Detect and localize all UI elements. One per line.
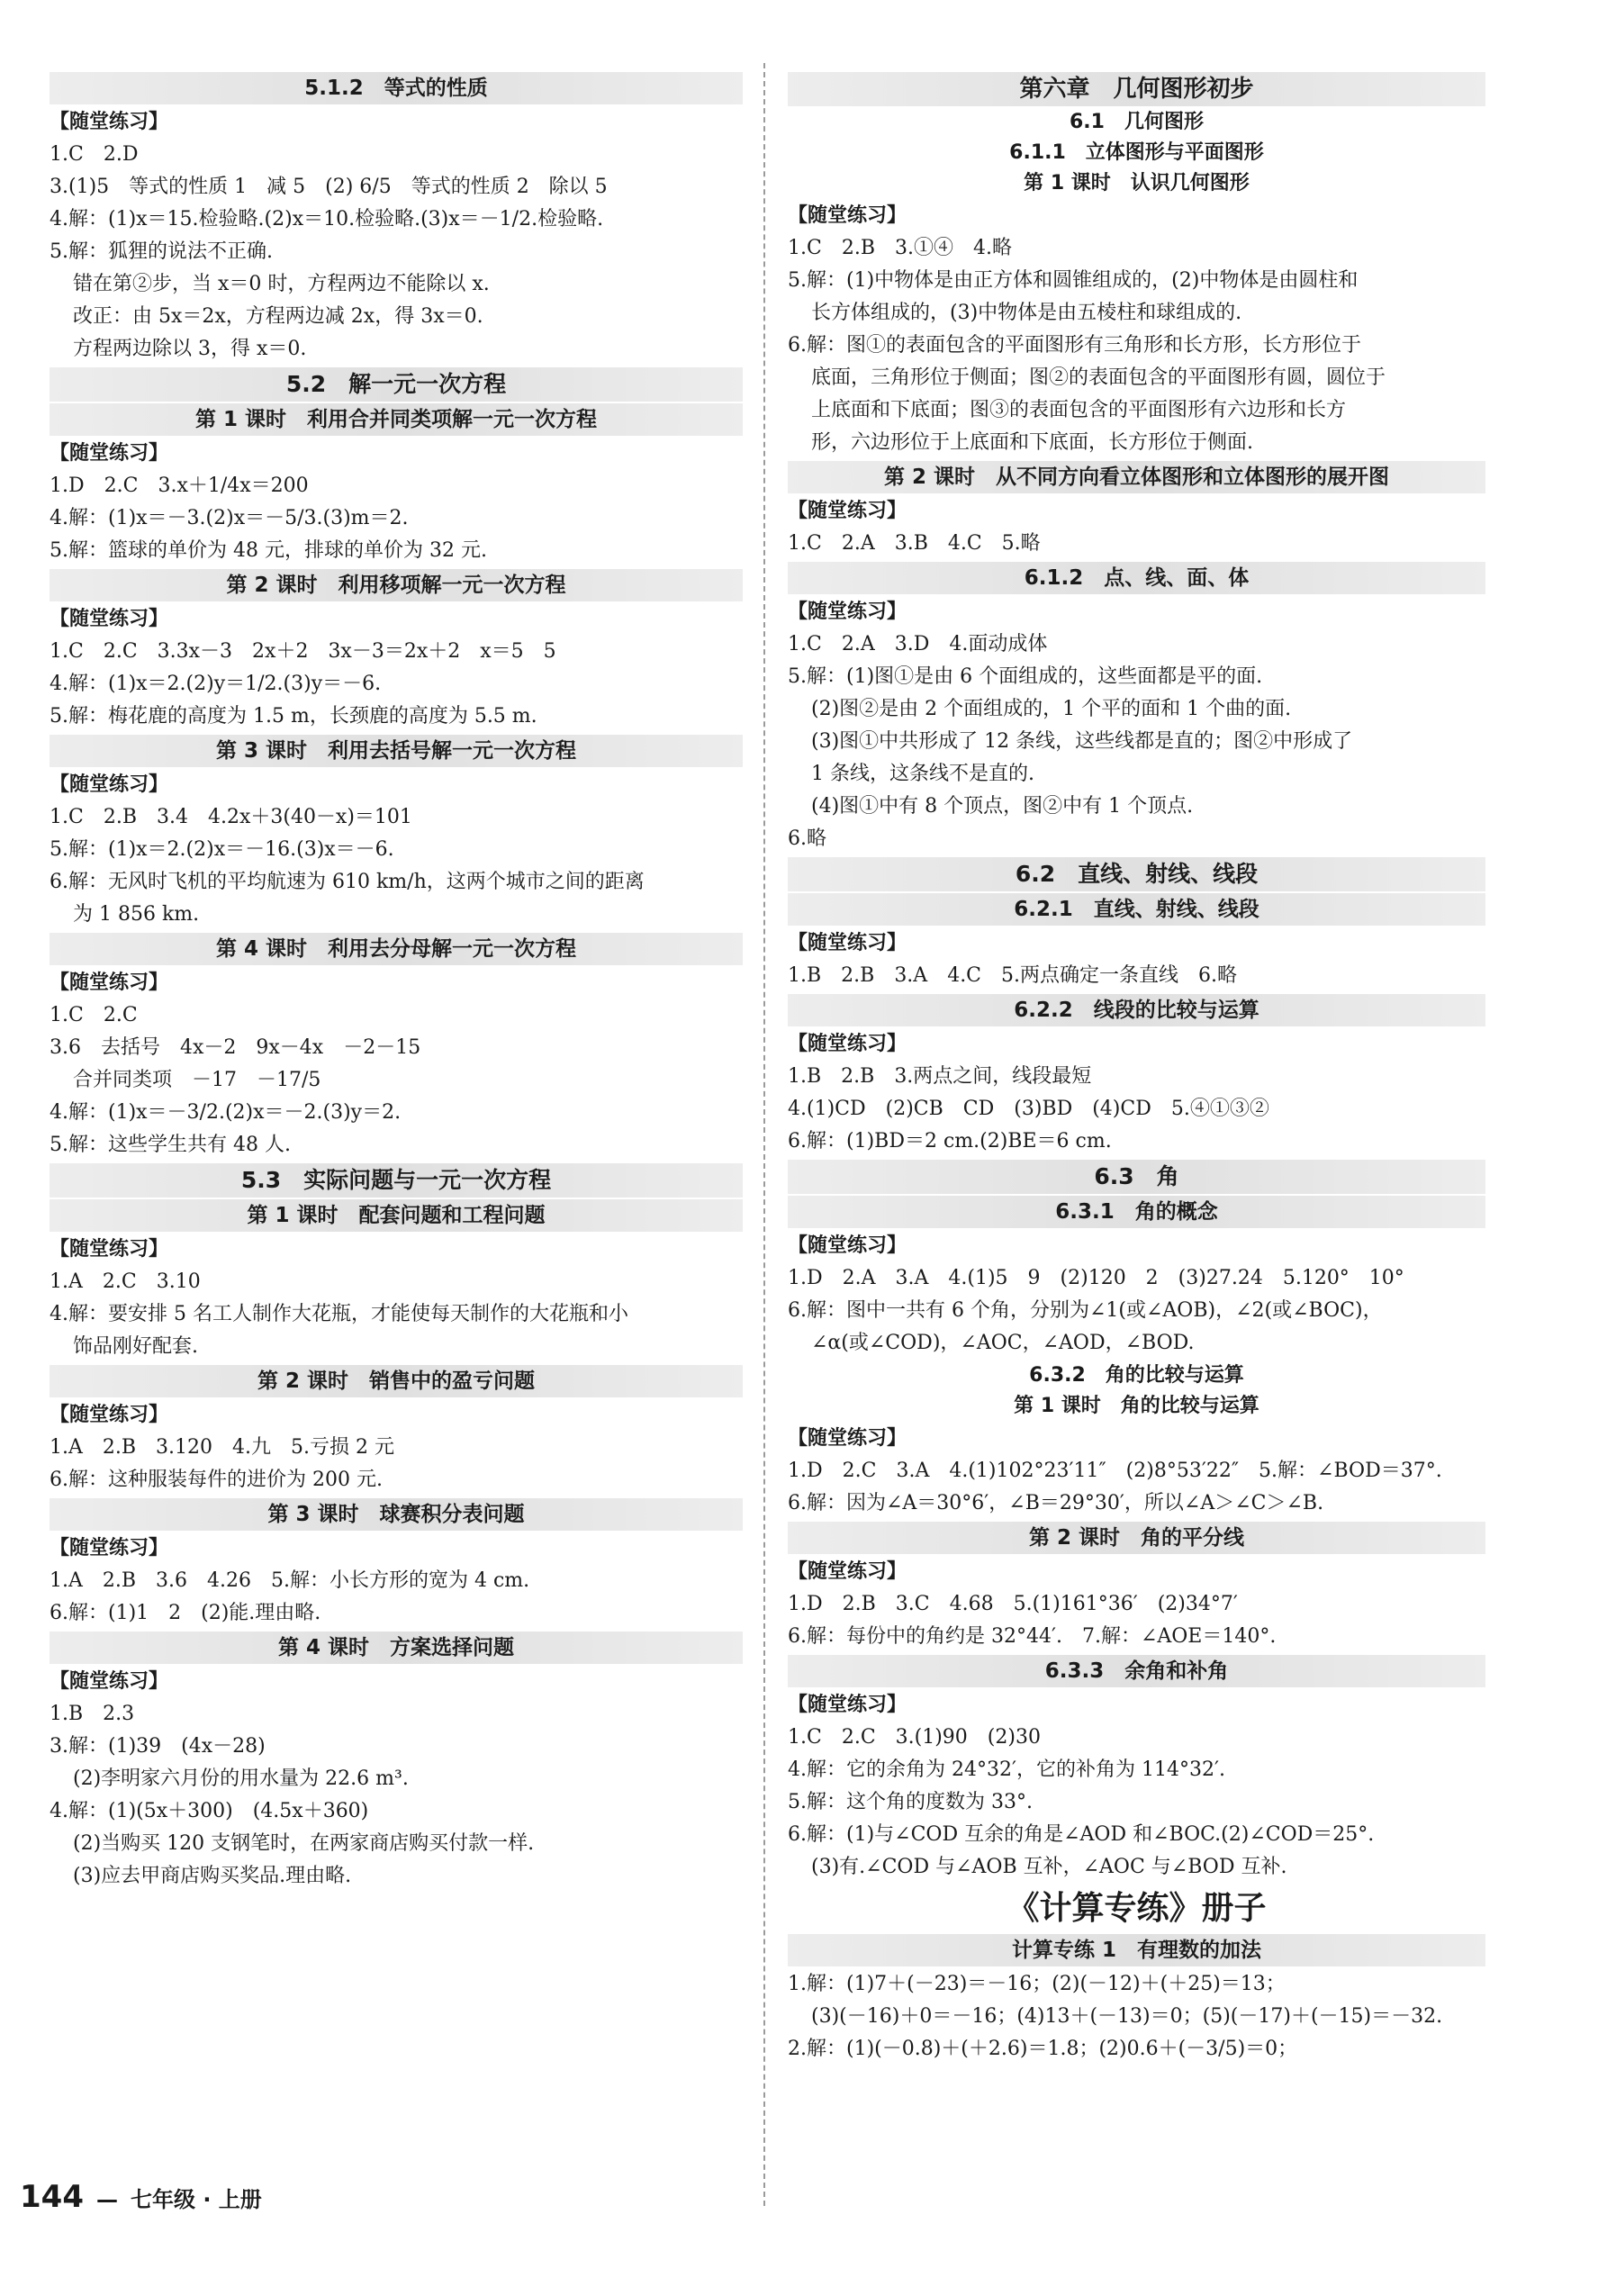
answer-line: 4.解：要安排 5 名工人制作大花瓶，才能使每天制作的大花瓶和小	[50, 1303, 628, 1325]
answer-line: 5.解：(1)图①是由 6 个面组成的，这些面都是平的面.	[788, 665, 1263, 688]
exercise-tag: 【随堂练习】	[788, 1033, 907, 1055]
exercise-tag: 【随堂练习】	[50, 773, 169, 796]
section-heading: 第 2 课时 利用移项解一元一次方程	[50, 569, 743, 601]
answer-line: 1.C 2.A 3.D 4.面动成体	[788, 633, 1048, 655]
section-heading: 第 2 课时 角的平分线	[788, 1522, 1485, 1554]
answer-line: 1.D 2.C 3.A 4.(1)102°23′11″ (2)8°53′22″ 5.解：∠BOD＝37°.	[788, 1460, 1442, 1482]
answer-line: 1.解：(1)7＋(－23)＝－16；(2)(－12)＋(＋25)＝13；	[788, 1973, 1286, 1995]
answer-line: 4.解：(1)x＝2.(2)y＝1/2.(3)y＝－6.	[50, 673, 382, 695]
section-heading: 6.2 直线、射线、线段	[788, 857, 1485, 891]
answer-line: 5.解：狐狸的说法不正确.	[50, 240, 273, 263]
answer-line-continued: (3)(－16)＋0＝－16；(4)13＋(－13)＝0；(5)(－17)＋(－15)＝－32.	[811, 2005, 1443, 2028]
answer-line: 1.B 2.B 3.两点之间，线段最短	[788, 1065, 1092, 1088]
answer-line: 6.解：无风时飞机的平均航速为 610 km/h，这两个城市之间的距离	[50, 871, 645, 893]
answer-line: 4.解：(1)(5x＋300) (4.5x＋360)	[50, 1800, 369, 1822]
exercise-tag: 【随堂练习】	[788, 204, 907, 227]
section-heading: 第 4 课时 方案选择问题	[50, 1632, 743, 1664]
answer-line: 5.解：梅花鹿的高度为 1.5 m，长颈鹿的高度为 5.5 m.	[50, 705, 537, 728]
section-heading: 6.1.2 点、线、面、体	[788, 562, 1485, 594]
answer-line: 2.解：(1)(－0.8)＋(＋2.6)＝1.8；(2)0.6＋(－3/5)＝0；	[788, 2038, 1298, 2060]
answer-line: 4.解：(1)x＝－3/2.(2)x＝－2.(3)y＝2.	[50, 1101, 402, 1124]
answer-line-continued: 上底面和下底面；图③的表面包含的平面图形有六边形和长方	[811, 399, 1347, 421]
answer-line: 1.C 2.C 3.3x－3 2x＋2 3x－3＝2x＋2 x＝5 5	[50, 640, 556, 663]
answer-line-continued: (2)当购买 120 支钢笔时，在两家商店购买付款一样.	[73, 1832, 535, 1855]
exercise-tag: 【随堂练习】	[50, 608, 169, 630]
exercise-tag: 【随堂练习】	[50, 1670, 169, 1693]
exercise-tag: 【随堂练习】	[788, 1427, 907, 1450]
answer-line: 6.略	[788, 827, 826, 850]
answer-line: 1.B 2.3	[50, 1703, 135, 1725]
answer-line: 1.B 2.B 3.A 4.C 5.两点确定一条直线 6.略	[788, 964, 1237, 987]
exercise-tag: 【随堂练习】	[788, 1694, 907, 1716]
page-number: 144	[20, 2179, 84, 2215]
answer-line-continued: 改正：由 5x＝2x，方程两边减 2x，得 3x＝0.	[73, 305, 483, 328]
section-heading: 6.3 角	[788, 1160, 1485, 1194]
section-heading: 6.3.1 角的概念	[788, 1196, 1485, 1228]
answer-line-continued: 合并同类项 －17 －17/5	[73, 1069, 321, 1091]
answer-line: 4.解：(1)x＝15.检验略.(2)x＝10.检验略.(3)x＝－1/2.检验略.	[50, 208, 604, 231]
answer-line: 6.解：因为∠A＝30°6′，∠B＝29°30′，所以∠A＞∠C＞∠B.	[788, 1492, 1324, 1514]
answer-line-continued: (3)有.∠COD 与∠AOB 互补，∠AOC 与∠BOD 互补.	[811, 1856, 1287, 1878]
subsection-heading: 第 1 课时 认识几何图形	[1024, 172, 1250, 194]
grade-label: 七年级 · 上册	[130, 2187, 262, 2212]
section-heading: 5.3 实际问题与一元一次方程	[50, 1163, 743, 1198]
section-heading: 6.3.3 余角和补角	[788, 1655, 1485, 1687]
exercise-tag: 【随堂练习】	[50, 442, 169, 465]
answer-line-continued: (2)李明家六月份的用水量为 22.6 m³.	[73, 1767, 409, 1790]
answer-line: 6.解：每份中的角约是 32°44′. 7.解：∠AOE＝140°.	[788, 1625, 1277, 1648]
answer-line: 6.解：(1)BD＝2 cm.(2)BE＝6 cm.	[788, 1130, 1112, 1153]
column-divider	[763, 63, 765, 2206]
answer-line: 6.解：图中一共有 6 个角，分别为∠1(或∠AOB)，∠2(或∠BOC)，	[788, 1299, 1383, 1322]
answer-line: 4.解：(1)x＝－3.(2)x＝－5/3.(3)m＝2.	[50, 507, 409, 529]
answer-line: 1.A 2.B 3.6 4.26 5.解：小长方形的宽为 4 cm.	[50, 1569, 530, 1592]
answer-line-continued: 饰品刚好配套.	[73, 1335, 198, 1358]
exercise-tag: 【随堂练习】	[50, 111, 169, 133]
answer-line-continued: (2)图②是由 2 个面组成的，1 个平的面和 1 个曲的面.	[811, 698, 1292, 720]
answer-line: 3.(1)5 等式的性质 1 减 5 (2) 6/5 等式的性质 2 除以 5	[50, 176, 608, 198]
section-heading: 5.1.2 等式的性质	[50, 72, 743, 104]
answer-line-continued: 为 1 856 km.	[73, 903, 200, 926]
answer-line: 5.解：(1)x＝2.(2)x＝－16.(3)x＝－6.	[50, 838, 394, 861]
answer-line: 1.C 2.C 3.(1)90 (2)30	[788, 1726, 1041, 1749]
answer-line-continued: (4)图①中有 8 个顶点，图②中有 1 个顶点.	[811, 795, 1194, 818]
answer-line-continued: (3)图①中共形成了 12 条线，这些线都是直的；图②中形成了	[811, 730, 1353, 753]
exercise-tag: 【随堂练习】	[788, 1234, 907, 1257]
answer-line: 1.C 2.D	[50, 143, 139, 166]
left-column	[50, 70, 743, 1893]
section-heading: 第 2 课时 从不同方向看立体图形和立体图形的展开图	[788, 461, 1485, 493]
exercise-tag: 【随堂练习】	[50, 1238, 169, 1261]
exercise-tag: 【随堂练习】	[788, 1560, 907, 1583]
answer-line: 1.C 2.C	[50, 1004, 138, 1026]
answer-line: 1.D 2.C 3.x＋1/4x＝200	[50, 475, 309, 497]
subsection-heading: 6.1 几何图形	[1070, 111, 1204, 133]
answer-line: 1.A 2.B 3.120 4.九 5.亏损 2 元	[50, 1436, 394, 1459]
answer-line: 5.解：篮球的单价为 48 元，排球的单价为 32 元.	[50, 539, 487, 562]
exercise-tag: 【随堂练习】	[50, 1404, 169, 1426]
answer-line: 1.C 2.B 3.①④ 4.略	[788, 237, 1012, 259]
exercise-tag: 【随堂练习】	[788, 932, 907, 954]
answer-line: 6.解：图①的表面包含的平面图形有三角形和长方形，长方形位于	[788, 334, 1361, 357]
section-heading: 第 1 课时 利用合并同类项解一元一次方程	[50, 403, 743, 436]
answer-line-continued: 1 条线，这条线不是直的.	[811, 763, 1034, 785]
answer-line: 1.D 2.B 3.C 4.68 5.(1)161°36′ (2)34°7′	[788, 1593, 1238, 1615]
exercise-tag: 【随堂练习】	[788, 500, 907, 522]
answer-line: 4.解：它的余角为 24°32′，它的补角为 114°32′.	[788, 1758, 1225, 1781]
answer-line: 5.解：这些学生共有 48 人.	[50, 1134, 291, 1156]
answer-line: 5.解：(1)中物体是由正方体和圆锥组成的，(2)中物体是由圆柱和	[788, 269, 1359, 292]
subsection-heading: 第 1 课时 角的比较与运算	[1014, 1395, 1259, 1417]
footer-dash: —	[95, 2187, 118, 2212]
answer-line: 5.解：这个角的度数为 33°.	[788, 1791, 1033, 1813]
exercise-tag: 【随堂练习】	[50, 972, 169, 994]
section-heading: 5.2 解一元一次方程	[50, 367, 743, 402]
page-footer	[20, 2179, 262, 2215]
section-heading: 6.2.1 直线、射线、线段	[788, 893, 1485, 926]
section-heading: 6.2.2 线段的比较与运算	[788, 994, 1485, 1026]
subsection-heading: 6.3.2 角的比较与运算	[1029, 1364, 1244, 1387]
section-heading: 第 4 课时 利用去分母解一元一次方程	[50, 933, 743, 965]
section-heading: 计算专练 1 有理数的加法	[788, 1934, 1485, 1966]
chapter-heading: 第六章 几何图形初步	[788, 72, 1485, 106]
answer-line-continued: 底面，三角形位于侧面；图②的表面包含的平面图形有圆，圆位于	[811, 366, 1386, 389]
answer-line-continued: (3)应去甲商店购买奖品.理由略.	[73, 1865, 352, 1887]
booklet-heading: 《计算专练》册子	[1007, 1889, 1267, 1927]
answer-line: 6.解：(1)与∠COD 互余的角是∠AOD 和∠BOC.(2)∠COD＝25°.	[788, 1823, 1375, 1846]
subsection-heading: 6.1.1 立体图形与平面图形	[1009, 141, 1264, 164]
answer-line-continued: 方程两边除以 3，得 x＝0.	[73, 338, 307, 360]
section-heading: 第 3 课时 球赛积分表问题	[50, 1498, 743, 1531]
answer-line: 4.(1)CD (2)CB CD (3)BD (4)CD 5.④①③②	[788, 1098, 1269, 1120]
answer-line: 6.解：这种服装每件的进价为 200 元.	[50, 1469, 383, 1491]
answer-line-continued: ∠α(或∠COD)，∠AOC，∠AOD，∠BOD.	[811, 1332, 1195, 1354]
right-column	[788, 70, 1485, 2065]
section-heading: 第 3 课时 利用去括号解一元一次方程	[50, 735, 743, 767]
answer-line: 1.D 2.A 3.A 4.(1)5 9 (2)120 2 (3)27.24 5.120° 10°	[788, 1267, 1404, 1289]
exercise-tag: 【随堂练习】	[788, 601, 907, 623]
answer-line: 1.C 2.A 3.B 4.C 5.略	[788, 532, 1041, 555]
section-heading: 第 2 课时 销售中的盈亏问题	[50, 1365, 743, 1397]
answer-line: 6.解：(1)1 2 (2)能.理由略.	[50, 1602, 321, 1624]
answer-line-continued: 形，六边形位于上底面和下底面，长方形位于侧面.	[811, 431, 1253, 454]
answer-line-continued: 错在第②步，当 x＝0 时，方程两边不能除以 x.	[73, 273, 490, 295]
answer-line: 3.解：(1)39 (4x－28)	[50, 1735, 266, 1758]
answer-line: 1.C 2.B 3.4 4.2x＋3(40－x)＝101	[50, 806, 412, 828]
answer-line: 1.A 2.C 3.10	[50, 1270, 201, 1293]
section-heading: 第 1 课时 配套问题和工程问题	[50, 1199, 743, 1232]
answer-line-continued: 长方体组成的，(3)中物体是由五棱柱和球组成的.	[811, 302, 1242, 324]
exercise-tag: 【随堂练习】	[50, 1537, 169, 1559]
answer-line: 3.6 去括号 4x－2 9x－4x －2－15	[50, 1036, 421, 1059]
